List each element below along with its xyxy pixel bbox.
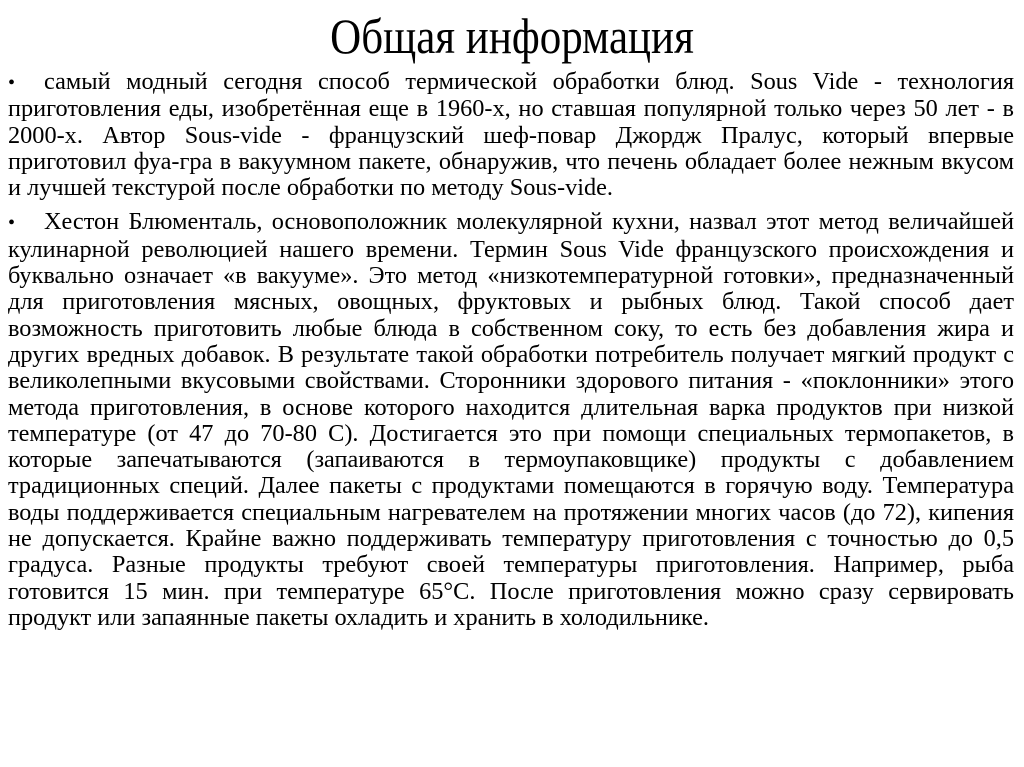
bullet-icon: • xyxy=(8,212,16,235)
paragraph-text: Хестон Блюменталь, основоположник молекулярной кухни, назвал этот метод величайшей кулинарной революцией нашего времени. Термин Sous Vide французского происхождения и буквально означает «в вакууме». Это метод «низкотемпературной готовки», предназначенный для приготовления мясных, овощных, фруктовых и рыбных блюд. Такой способ дает возможность приготовить любые блюда в собственном соку, то есть без добавления жира и других вредных добавок. В результате такой обработки потребитель получает мягкий продукт с великолепными вкусовыми свойствами. Сторонники здорового питания - «поклонники» этого метода приготовления, в основе которого находится длительная варка продуктов при низкой температуре (от 47 до 70-80 С). Достигается это при помощи специальных термопакетов, в которые запечатываются (запаиваются в термоупаковщике) продукты с добавлением традиционных специй. Далее пакеты с продуктами помещаются в горячую воду. Температура воды поддерживается специальным нагревателем на протяжении многих часов (до 72), кипения не допускается. Крайне важно поддерживать температуру приготовления с точностью до 0,5 градуса. Разные продукты требуют своей температуры приготовления. Например, рыба готовится 15 мин. при температуре 65°С. После приготовления можно сразу сервировать продукт или запаянные пакеты охладить и хранить в холодильнике. xyxy=(8,208,1014,631)
slide-body xyxy=(8,69,1014,639)
slide-title: Общая информация xyxy=(330,8,694,64)
bullet-paragraph xyxy=(8,69,1014,201)
bullet-icon: • xyxy=(8,72,16,94)
bullet-paragraph xyxy=(8,209,1014,631)
paragraph-text: самый модный сегодня способ термической обработки блюд. Sous Vide - технология приготовления еды, изобретённая еще в 1960-х, но ставшая популярной только через 50 лет - в 2000-х. Автор Sous-vide - французский шеф-повар Джордж Пралус, который впервые приготовил фуа-гра в вакуумном пакете, обнаружив, что печень обладает более нежным вкусом и лучшей текстурой после обработки по методу Sous-vide. xyxy=(8,68,1014,202)
